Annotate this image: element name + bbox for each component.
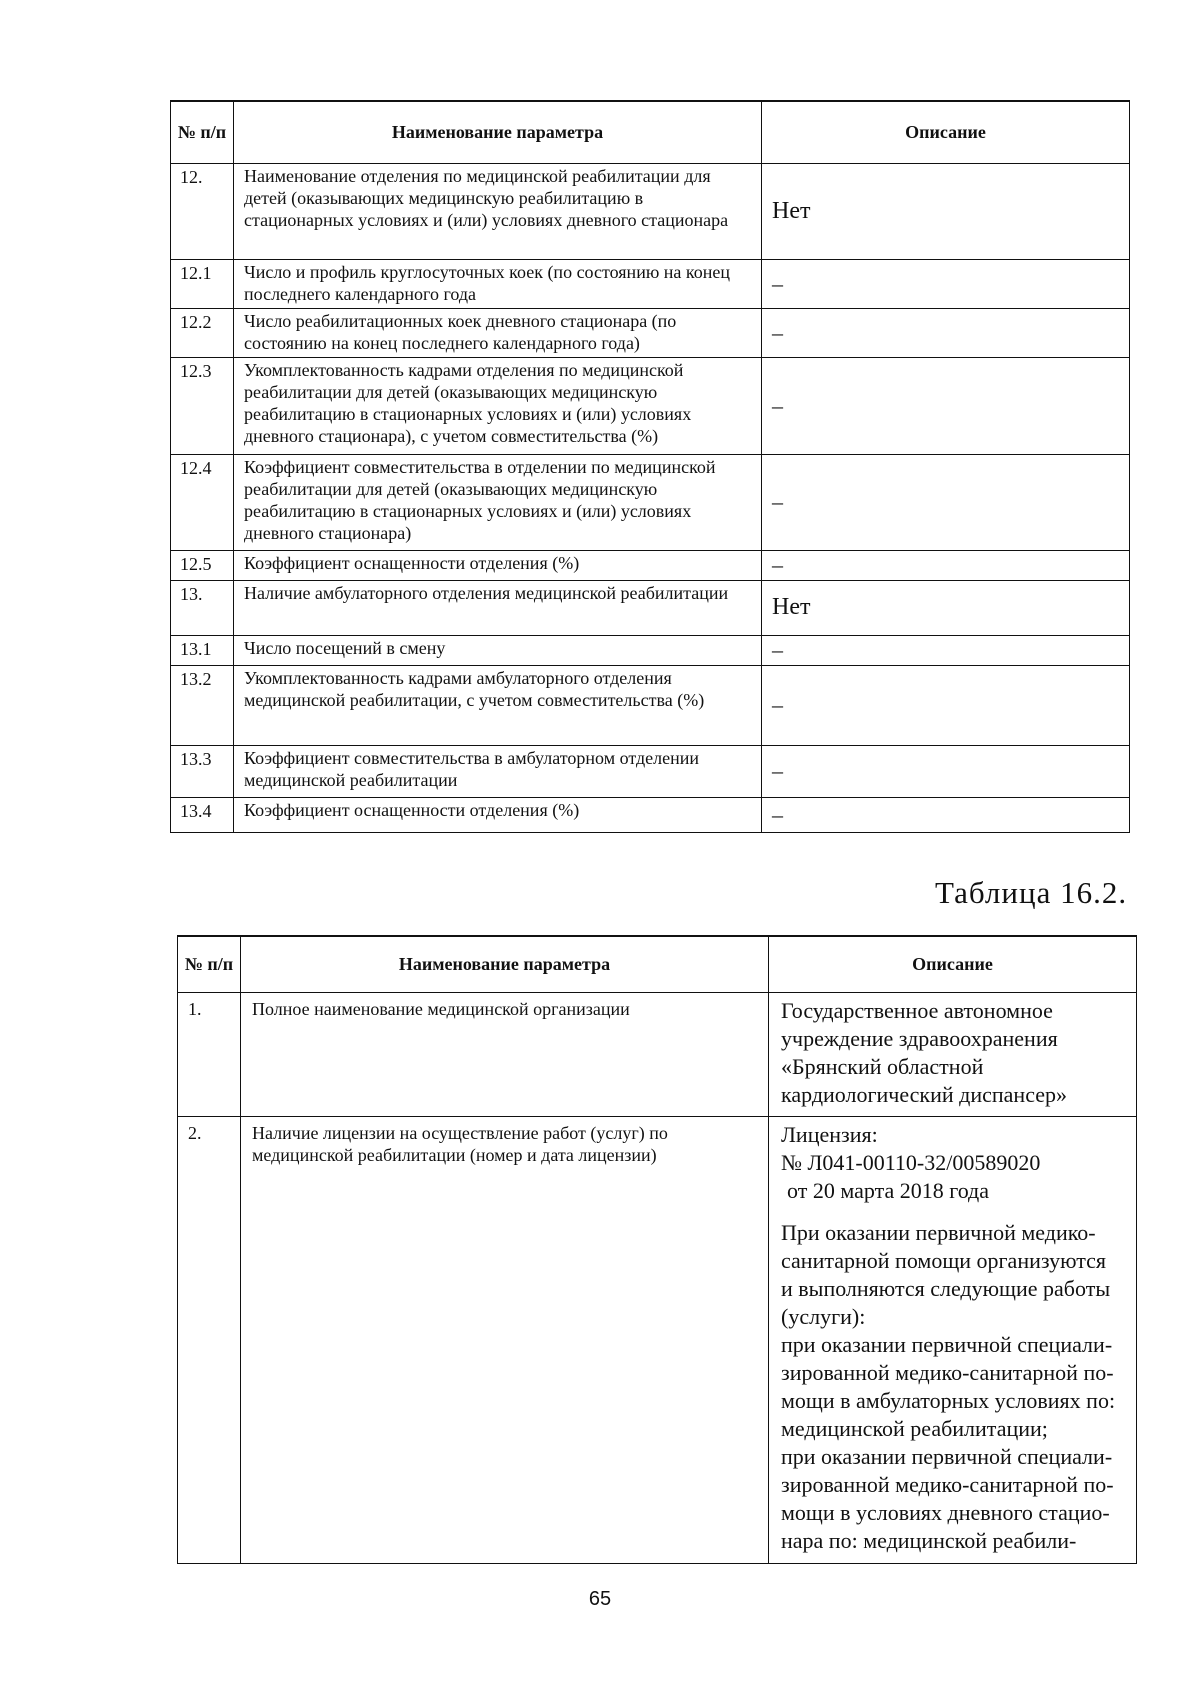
services-line: и выполняются следующие работы — [781, 1275, 1111, 1301]
services-line: При оказании первичной медико- — [781, 1219, 1096, 1245]
table-row — [171, 454, 1130, 550]
row-description: – — [762, 308, 1130, 357]
header-parameter-name: Наименование параметра — [234, 101, 762, 163]
table-row — [171, 550, 1130, 580]
table-row — [171, 163, 1130, 259]
row-description: – — [762, 635, 1130, 665]
row-description: – — [762, 797, 1130, 832]
header-description: Описание — [762, 101, 1130, 163]
row-description: – — [762, 259, 1130, 308]
services-line: мощи в условиях дневного стацио- — [781, 1499, 1110, 1525]
row-parameter: Коэффициент оснащенности отделения (%) — [234, 550, 762, 580]
row-number: 12.5 — [171, 550, 234, 580]
header-description: Описание — [769, 936, 1137, 992]
table-row — [171, 259, 1130, 308]
license-date: от 20 марта 2018 года — [787, 1177, 990, 1203]
page-number: 65 — [588, 1588, 612, 1610]
services-line: мощи в амбулаторных условиях по: — [781, 1387, 1116, 1413]
license-services-text — [781, 1219, 1130, 1555]
row-number: 12. — [171, 163, 234, 259]
table-row — [171, 580, 1130, 635]
table-row — [171, 635, 1130, 665]
table-row — [171, 357, 1130, 454]
license-number: № Л041-00110-32/00589020 — [781, 1149, 1041, 1175]
row-number: 12.1 — [171, 259, 234, 308]
services-line: зированной медико-санитарной по- — [781, 1471, 1114, 1497]
services-line: зированной медико-санитарной по- — [781, 1359, 1114, 1385]
row-number: 2. — [178, 1116, 241, 1563]
services-line: (услуги): — [781, 1303, 866, 1329]
organization-table-16-2 — [177, 935, 1137, 1564]
row-description: – — [762, 454, 1130, 550]
row-description: – — [762, 357, 1130, 454]
row-number: 13.3 — [171, 745, 234, 797]
row-parameter: Наличие амбулаторного отделения медицинской реабилитации — [234, 580, 762, 635]
row-parameter: Укомплектованность кадрами амбулаторного отделения медицинской реабилитации, с учетом совместительства (%) — [234, 665, 762, 745]
table-row — [178, 1116, 1137, 1563]
row-parameter: Укомплектованность кадрами отделения по медицинской реабилитации для детей (оказывающих медицинскую реабилитацию в стационарных условиях и (или) условиях дневного стационара), с учетом совместительства (%) — [234, 357, 762, 454]
row-parameter: Коэффициент совместительства в отделении по медицинской реабилитации для детей (оказывающих медицинскую реабилитацию в стационарных условиях и (или) условиях дневного стационара) — [234, 454, 762, 550]
row-parameter: Число и профиль круглосуточных коек (по состоянию на конец последнего календарного года — [234, 259, 762, 308]
services-line: медицинской реабилитации; — [781, 1415, 1048, 1441]
license-label: Лицензия: — [781, 1121, 878, 1147]
row-number: 1. — [178, 992, 241, 1116]
row-parameter: Наличие лицензии на осуществление работ (услуг) по медицинской реабилитации (номер и дата лицензии) — [241, 1116, 769, 1563]
row-number: 12.3 — [171, 357, 234, 454]
license-description — [769, 1116, 1137, 1563]
row-number: 12.2 — [171, 308, 234, 357]
table-row — [171, 665, 1130, 745]
services-line: при оказании первичной специали- — [781, 1331, 1113, 1357]
header-number: № п/п — [171, 101, 234, 163]
table-caption: Таблица 16.2. — [935, 875, 1128, 910]
row-parameter: Число реабилитационных коек дневного стационара (по состоянию на конец последнего календарного года) — [234, 308, 762, 357]
row-parameter: Число посещений в смену — [234, 635, 762, 665]
row-description: Нет — [762, 163, 1130, 259]
row-description: – — [762, 745, 1130, 797]
row-description: Государственное автономное учреждение здравоохранения «Брянский областной кардиологический диспансер» — [769, 992, 1137, 1116]
table-row — [171, 745, 1130, 797]
services-line: при оказании первичной специали- — [781, 1443, 1113, 1469]
table-row — [171, 308, 1130, 357]
row-parameter: Полное наименование медицинской организации — [241, 992, 769, 1116]
table-row — [178, 992, 1137, 1116]
row-parameter: Коэффициент совместительства в амбулаторном отделении медицинской реабилитации — [234, 745, 762, 797]
row-number: 13.2 — [171, 665, 234, 745]
row-number: 13.4 — [171, 797, 234, 832]
services-line: нара по: медицинской реабили- — [781, 1527, 1077, 1553]
row-description: Нет — [762, 580, 1130, 635]
header-parameter-name: Наименование параметра — [241, 936, 769, 992]
parameters-table-16-1 — [170, 100, 1130, 833]
row-description: – — [762, 550, 1130, 580]
row-parameter: Коэффициент оснащенности отделения (%) — [234, 797, 762, 832]
services-line: санитарной помощи организуются — [781, 1247, 1107, 1273]
row-number: 13.1 — [171, 635, 234, 665]
row-number: 12.4 — [171, 454, 234, 550]
row-number: 13. — [171, 580, 234, 635]
row-description: – — [762, 665, 1130, 745]
table-row — [171, 797, 1130, 832]
row-parameter: Наименование отделения по медицинской реабилитации для детей (оказывающих медицинскую реабилитацию в стационарных условиях и (или) условиях дневного стационара — [234, 163, 762, 259]
header-number: № п/п — [178, 936, 241, 992]
